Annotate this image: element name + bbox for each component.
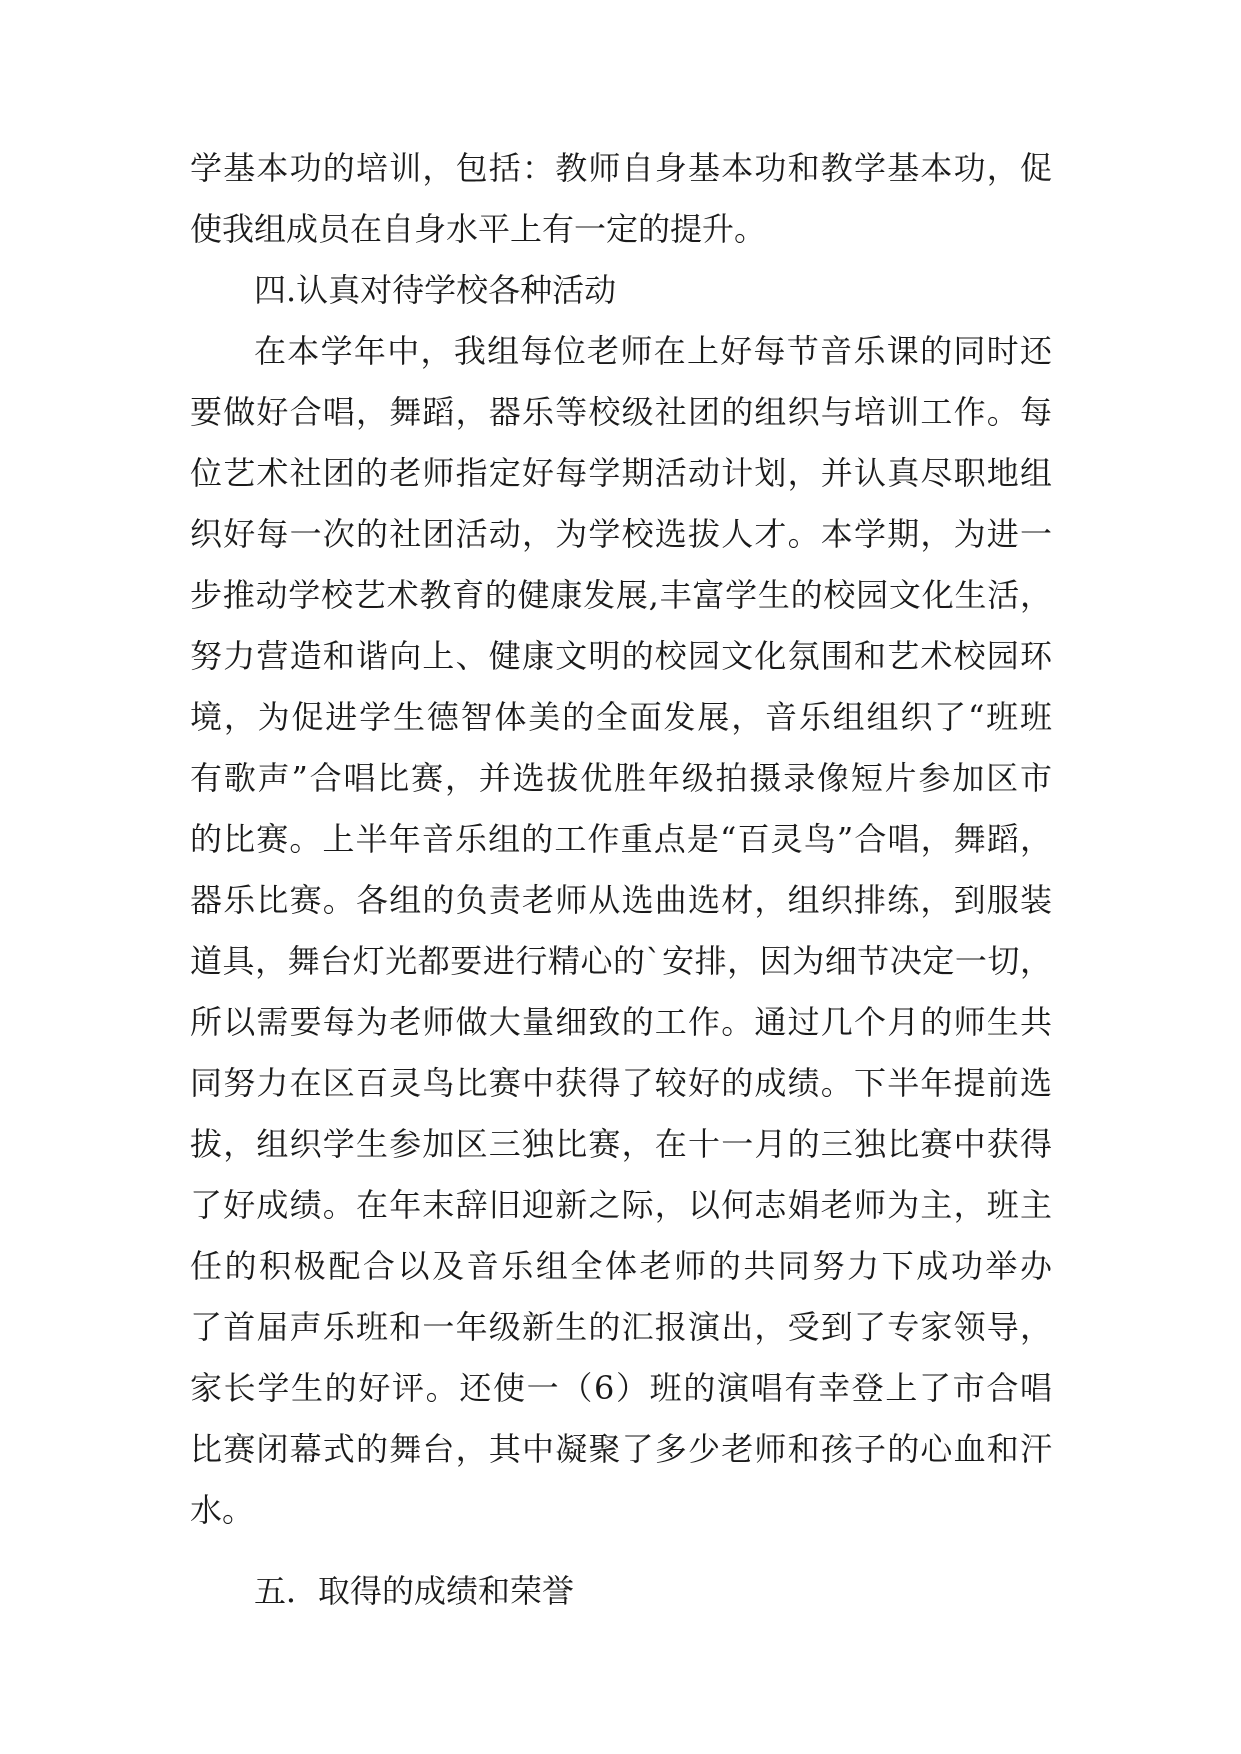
body-text-line: 同努力在区百灵鸟比赛中获得了较好的成绩。下半年提前选 [190, 1064, 1052, 1102]
body-text-line: 比赛闭幕式的舞台，其中凝聚了多少老师和孩子的心血和汗 [190, 1430, 1052, 1468]
body-text-line: 任的积极配合以及音乐组全体老师的共同努力下成功举办 [190, 1247, 1052, 1285]
body-text-line: 器乐比赛。各组的负责老师从选曲选材，组织排练，到服装 [190, 881, 1052, 919]
body-text-line: 步推动学校艺术教育的健康发展,丰富学生的校园文化生活， [190, 576, 1052, 614]
body-text-line: 位艺术社团的老师指定好每学期活动计划，并认真尽职地组 [190, 454, 1052, 492]
section-heading-5: 五．取得的成绩和荣誉 [254, 1572, 575, 1610]
body-text-line: 拔，组织学生参加区三独比赛，在十一月的三独比赛中获得 [190, 1125, 1052, 1163]
body-text-line: 家长学生的好评。还使一（6）班的演唱有幸登上了市合唱 [190, 1369, 1052, 1407]
body-text-line: 了好成绩。在年末辞旧迎新之际，以何志娟老师为主，班主 [190, 1186, 1052, 1224]
body-text-line: 要做好合唱，舞蹈，器乐等校级社团的组织与培训工作。每 [190, 393, 1052, 431]
body-text-line: 所以需要每为老师做大量细致的工作。通过几个月的师生共 [190, 1003, 1052, 1041]
body-text-line: 努力营造和谐向上、健康文明的校园文化氛围和艺术校园环 [190, 637, 1052, 675]
body-text-line: 境，为促进学生德智体美的全面发展，音乐组组织了“班班 [190, 698, 1052, 736]
body-text-line: 有歌声”合唱比赛，并选拔优胜年级拍摄录像短片参加区市 [190, 759, 1052, 797]
body-text-line: 织好每一次的社团活动，为学校选拔人才。本学期，为进一 [190, 515, 1052, 553]
body-text-line: 的比赛。上半年音乐组的工作重点是“百灵鸟”合唱，舞蹈， [190, 820, 1052, 858]
body-text-line: 学基本功的培训，包括：教师自身基本功和教学基本功，促 [190, 149, 1052, 187]
body-text-line: 了首届声乐班和一年级新生的汇报演出，受到了专家领导， [190, 1308, 1052, 1346]
body-text-line: 道具，舞台灯光都要进行精心的`安排，因为细节决定一切， [190, 942, 1052, 980]
body-text-line: 水。 [190, 1491, 255, 1529]
body-text-line: 使我组成员在自身水平上有一定的提升。 [190, 210, 767, 248]
section-heading-4: 四.认真对待学校各种活动 [254, 271, 617, 309]
paragraph-first-line: 在本学年中，我组每位老师在上好每节音乐课的同时还 [254, 332, 1052, 370]
